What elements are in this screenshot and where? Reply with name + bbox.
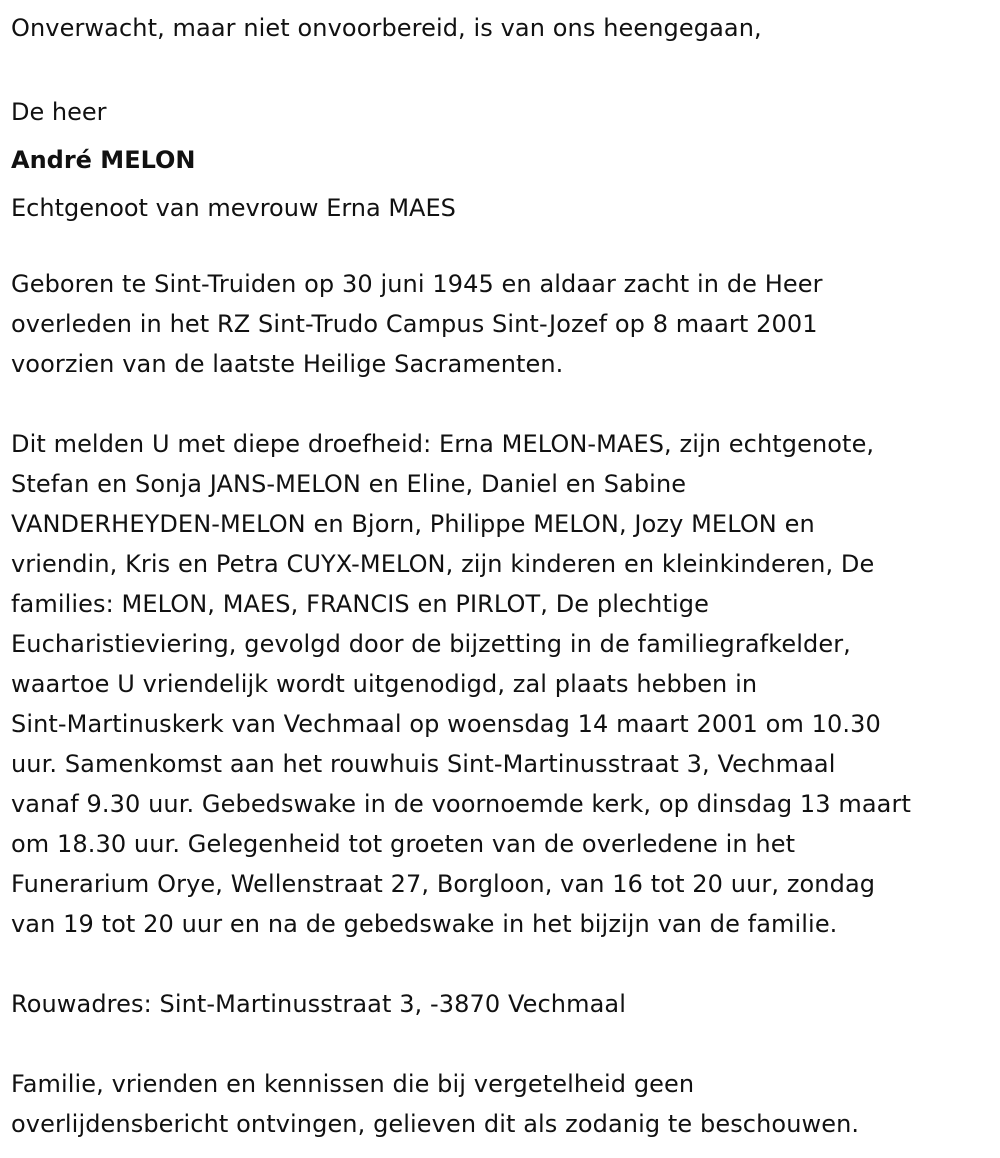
paragraph-line: families: MELON, MAES, FRANCIS en PIRLOT, De plechtige	[11, 590, 709, 618]
paragraph-line: Geboren te Sint-Truiden op 30 juni 1945 en aldaar zacht in de Heer	[11, 270, 823, 298]
spacer	[11, 1024, 996, 1064]
birth-paragraph	[11, 264, 996, 384]
obituary-notice	[11, 8, 996, 1144]
paragraph-line: overleden in het RZ Sint-Trudo Campus Sint-Jozef op 8 maart 2001	[11, 310, 818, 338]
announcement-paragraph	[11, 424, 996, 944]
paragraph-line: vriendin, Kris en Petra CUYX-MELON, zijn kinderen en kleinkinderen, De	[11, 550, 875, 578]
paragraph-line: Dit melden U met diepe droefheid: Erna MELON-MAES, zijn echtgenote,	[11, 430, 875, 458]
deceased-name: André MELON	[11, 146, 196, 174]
paragraph-line: overlijdensbericht ontvingen, gelieven dit als zodanig te beschouwen.	[11, 1110, 860, 1138]
paragraph-line: Eucharistieviering, gevolgd door de bijzetting in de familiegrafkelder,	[11, 630, 851, 658]
paragraph-line: waartoe U vriendelijk wordt uitgenodigd, zal plaats hebben in	[11, 670, 758, 698]
closing-paragraph	[11, 1064, 996, 1144]
paragraph-line: van 19 tot 20 uur en na de gebedswake in het bijzijn van de familie.	[11, 910, 838, 938]
spacer	[11, 48, 996, 88]
spacer	[11, 944, 996, 984]
opening-line: Onverwacht, maar niet onvoorbereid, is van ons heengegaan,	[11, 14, 762, 42]
paragraph-line: uur. Samenkomst aan het rouwhuis Sint-Martinusstraat 3, Vechmaal	[11, 750, 836, 778]
spacer	[11, 384, 996, 424]
paragraph-line: Funerarium Orye, Wellenstraat 27, Borgloon, van 16 tot 20 uur, zondag	[11, 870, 876, 898]
address-line: Rouwadres: Sint-Martinusstraat 3, -3870 Vechmaal	[11, 990, 626, 1018]
paragraph-line: voorzien van de laatste Heilige Sacramenten.	[11, 350, 564, 378]
paragraph-line: VANDERHEYDEN-MELON en Bjorn, Philippe MELON, Jozy MELON en	[11, 510, 815, 538]
salutation: De heer	[11, 98, 107, 126]
spacer	[11, 232, 996, 264]
paragraph-line: vanaf 9.30 uur. Gebedswake in de voornoemde kerk, op dinsdag 13 maart	[11, 790, 911, 818]
spouse-line: Echtgenoot van mevrouw Erna MAES	[11, 194, 456, 222]
paragraph-line: Familie, vrienden en kennissen die bij vergetelheid geen	[11, 1070, 695, 1098]
paragraph-line: om 18.30 uur. Gelegenheid tot groeten van de overledene in het	[11, 830, 796, 858]
paragraph-line: Stefan en Sonja JANS-MELON en Eline, Daniel en Sabine	[11, 470, 687, 498]
paragraph-line: Sint-Martinuskerk van Vechmaal op woensdag 14 maart 2001 om 10.30	[11, 710, 881, 738]
